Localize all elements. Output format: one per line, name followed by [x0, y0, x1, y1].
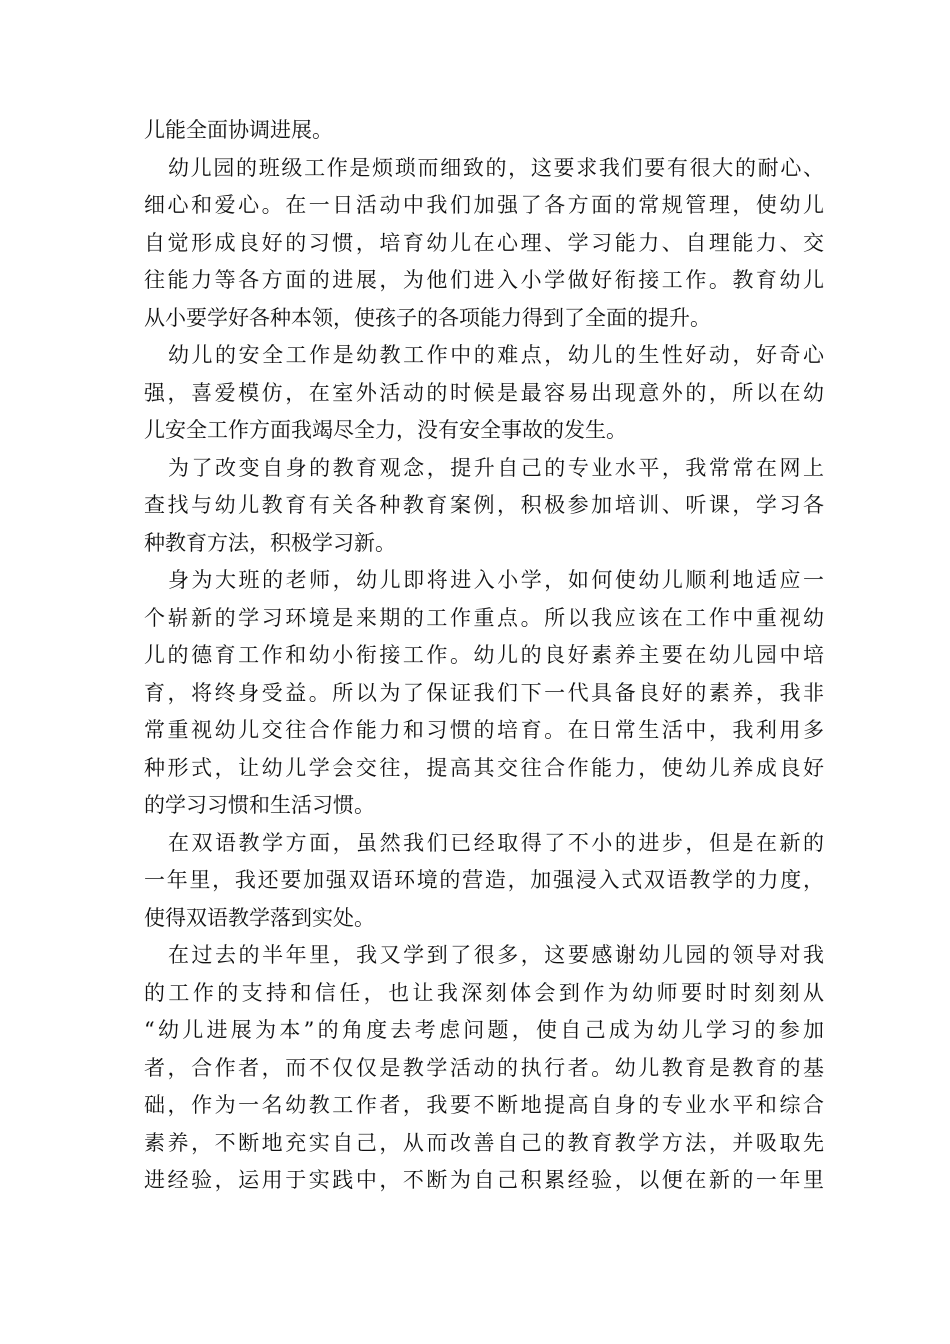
paragraph-first-line: 身为大班的老师，幼儿即将进入小学，如何使幼儿顺利地适应一 [168, 568, 824, 592]
text-line: 往能力等各方面的进展，为他们进入小学做好衔接工作。教育幼儿 [144, 268, 824, 292]
text-line: 儿的德育工作和幼小衔接工作。幼儿的良好素养主要在幼儿园中培 [144, 643, 824, 667]
text-line: 种形式，让幼儿学会交往，提高其交往合作能力，使幼儿养成良好 [144, 755, 824, 780]
paragraph-first-line: 幼儿园的班级工作是烦琐而细致的，这要求我们要有很大的耐心、 [168, 155, 824, 180]
text-line: 者，合作者，而不仅仅是教学活动的执行者。幼儿教育是教育的基 [144, 1055, 824, 1080]
document-body [144, 112, 824, 1200]
text-line: 查找与幼儿教育有关各种教育案例，积极参加培训、听课，学习各 [144, 493, 824, 517]
text-line: 常重视幼儿交往合作能力和习惯的培育。在日常生活中，我利用多 [144, 718, 824, 742]
text-line: 儿安全工作方面我竭尽全力，没有安全事故的发生。 [144, 418, 627, 442]
text-line: 育，将终身受益。所以为了保证我们下一代具备良好的素养，我非 [144, 680, 824, 705]
text-line: 素养，不断地充实自己，从而改善自己的教育教学方法，并吸取先 [144, 1130, 824, 1155]
text-line: 础，作为一名幼教工作者，我要不断地提高自身的专业水平和综合 [144, 1093, 824, 1117]
paragraph-first-line: 在双语教学方面，虽然我们已经取得了不小的进步，但是在新的 [168, 830, 824, 855]
text-line: 细心和爱心。在一日活动中我们加强了各方面的常规管理，使幼儿 [144, 193, 824, 217]
text-line: “幼儿进展为本”的角度去考虑问题，使自己成为幼儿学习的参加 [144, 1018, 824, 1042]
text-line: 的学习习惯和生活习惯。 [144, 793, 375, 817]
paragraph-first-line: 为了改变自身的教育观念，提升自己的专业水平，我常常在网上 [168, 455, 824, 480]
paragraph-first-line: 在过去的半年里，我又学到了很多，这要感谢幼儿园的领导对我 [168, 943, 824, 967]
text-line: 从小要学好各种本领，使孩子的各项能力得到了全面的提升。 [144, 305, 711, 330]
text-line: 自觉形成良好的习惯，培育幼儿在心理、学习能力、自理能力、交 [144, 230, 824, 255]
text-line: 种教育方法，积极学习新。 [144, 530, 396, 555]
text-line: 个崭新的学习环境是来期的工作重点。所以我应该在工作中重视幼 [144, 605, 824, 630]
text-line: 强，喜爱模仿，在室外活动的时候是最容易出现意外的，所以在幼 [144, 380, 824, 405]
text-line: 使得双语教学落到实处。 [144, 905, 375, 930]
text-line: 一年里，我还要加强双语环境的营造，加强浸入式双语教学的力度， [144, 868, 824, 892]
text-line: 儿能全面协调进展。 [144, 118, 333, 142]
paragraph-first-line: 幼儿的安全工作是幼教工作中的难点，幼儿的生性好动，好奇心 [168, 343, 824, 367]
text-line: 进经验，运用于实践中，不断为自己积累经验，以便在新的一年里 [144, 1168, 824, 1192]
text-line: 的工作的支持和信任，也让我深刻体会到作为幼师要时时刻刻从 [144, 980, 824, 1005]
